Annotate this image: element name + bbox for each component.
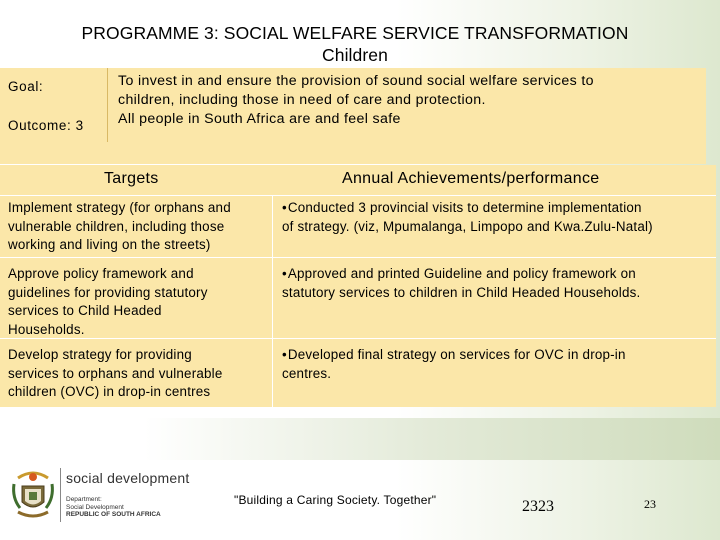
column-divider	[272, 195, 273, 407]
outcome-label: Outcome: 3	[8, 118, 84, 133]
table-row-3-achievement: •Developed final strategy on services for OVC in drop-in centres.	[282, 347, 626, 381]
bullet-icon: •	[282, 200, 287, 215]
goal-label: Goal:	[8, 79, 44, 94]
header-targets: Targets	[104, 170, 159, 187]
goal-text	[118, 72, 698, 129]
row-divider	[0, 257, 716, 258]
bullet-icon: •	[282, 347, 287, 362]
page-title	[20, 22, 690, 66]
row-divider	[0, 195, 716, 196]
slogan: "Building a Caring Society. Together"	[234, 493, 437, 507]
brand-name: social development	[66, 470, 190, 486]
table-row-2-target: Approve policy framework and guidelines for providing statutory services to Child Headed Households.	[8, 266, 208, 337]
decorative-band	[0, 418, 720, 460]
page-number: 23	[644, 497, 656, 511]
goal-text-line-2: children, including those in need of care and protection.	[118, 92, 486, 108]
dept-line-2: Social Development	[66, 503, 124, 511]
department-block	[66, 496, 161, 519]
dept-line-3: REPUBLIC OF SOUTH AFRICA	[66, 511, 161, 518]
coat-of-arms-icon	[10, 468, 56, 522]
table-row-2-achievement: •Approved and printed Guideline and policy framework on statutory services to children in Child Headed Households.	[282, 266, 641, 300]
logo-divider	[60, 468, 61, 522]
table-row-1-target: Implement strategy (for orphans and vulnerable children, including those working and living on the streets)	[8, 200, 231, 252]
outcome-text: All people in South Africa are and feel safe	[118, 111, 401, 127]
table-row-3-target: Develop strategy for providing services to orphans and vulnerable children (OVC) in drop-in centres	[8, 347, 223, 399]
slide-code: 2323	[522, 498, 554, 515]
bullet-icon: •	[282, 266, 287, 281]
title-line-1: PROGRAMME 3: SOCIAL WELFARE SERVICE TRANSFORMATION	[81, 23, 629, 43]
title-line-2: Children	[322, 45, 388, 65]
dept-line-1: Department:	[66, 496, 102, 503]
table-row-1-achievement: •Conducted 3 provincial visits to determine implementation of strategy. (viz, Mpumalanga, Limpopo and Kwa.Zulu-Natal)	[282, 200, 653, 234]
header-achievements: Annual Achievements/performance	[342, 170, 600, 187]
goal-text-line-1: To invest in and ensure the provision of sound social welfare services to	[118, 73, 594, 89]
